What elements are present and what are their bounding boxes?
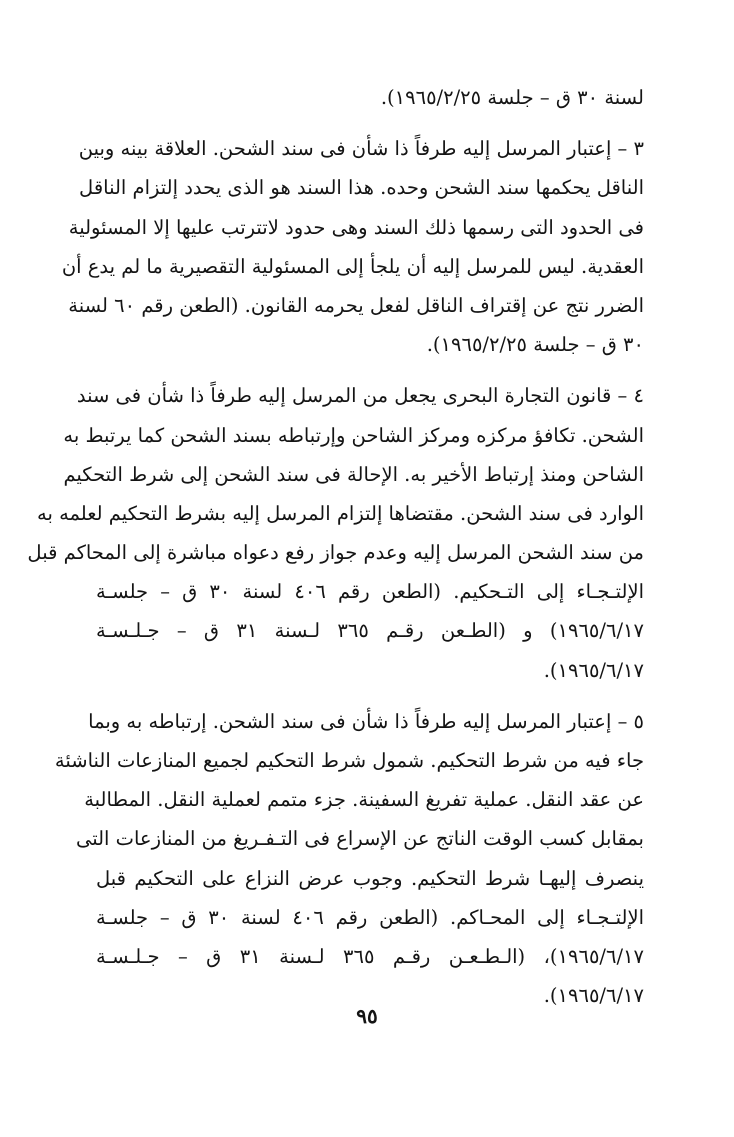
paragraph-line: الناقل يحكمها سند الشحن وحده. هذا السند هو الذى يحدد إلتزام الناقل: [79, 176, 644, 200]
paragraph-line: جاء فيه من شرط التحكيم. شمول شرط التحكيم لجميع المنازعات الناشئة: [54, 749, 644, 772]
paragraph-line: ١٩٦٥/٦/١٧)، (الـطـعـن رقـم ٣٦٥ لـسنة ٣١ ق – جـلـسـة: [96, 944, 644, 968]
paragraph-line: ١٩٦٥/٦/١٧) و (الطـعن رقـم ٣٦٥ لـسنة ٣١ ق – جـلـسـة: [96, 619, 644, 643]
paragraph-line: الشحن. تكافؤ مركزه ومركز الشاحن وإرتباطه بسند الشحن كما يرتبط به: [63, 423, 644, 447]
paragraph-line: من سند الشحن المرسل إليه وعدم جواز رفع دعواه مباشرة إلى المحاكم قبل: [27, 541, 644, 565]
paragraph-gap: [96, 364, 644, 376]
paragraph-line: ١٩٦٥/٦/١٧).: [543, 984, 644, 1008]
paragraph-line: ١٩٦٥/٦/١٧).: [543, 658, 644, 682]
paragraph-line: فى الحدود التى رسمها ذلك السند وهى حدود لاتترتب عليها إلا المسئولية: [68, 215, 644, 239]
continuation-line: لسنة ٣٠ ق – جلسة ١٩٦٥/٢/٢٥).: [380, 86, 644, 109]
page-number: ٩٥: [356, 1004, 378, 1028]
paragraph-line: الإلتـجـاء إلى التـحكيم. (الطعن رقم ٤٠٦ لسنة ٣٠ ق – جلسـة: [96, 580, 644, 604]
paragraph-line: ٣٠ ق – جلسة ١٩٦٥/٢/٢٥).: [426, 333, 644, 357]
paragraph-line: ٣ – إعتبار المرسل إليه طرفاً ذا شأن فى سند الشحن. العلاقة بينه وبين: [78, 137, 644, 161]
paragraph-gap: [96, 117, 644, 129]
paragraph-line: الإلتـجـاء إلى المحـاكم. (الطعن رقم ٤٠٦ لسنة ٣٠ ق – جلسـة: [96, 905, 644, 929]
paragraph-4: [27, 376, 644, 690]
paragraph-line: ينصرف إليهـا شرط التحكيم. وجوب عرض النزاع على التحكيم قبل: [96, 866, 644, 890]
paragraph-line: الشاحن ومنذ إرتباط الأخير به. الإحالة فى سند الشحن إلى شرط التحكيم: [63, 462, 644, 486]
book-page-body: [27, 78, 644, 1015]
paragraph-line: ٤ – قانون التجارة البحرى يجعل من المرسل إليه طرفاً ذا شأن فى سند: [76, 384, 644, 408]
paragraph-line: بمقابل كسب الوقت الناتج عن الإسراع فى التـفـريغ من المنازعات التى: [75, 827, 644, 851]
paragraph-5: [54, 702, 644, 1016]
paragraph-line: الوارد فى سند الشحن. مقتضاها إلتزام المرسل إليه بشرط التحكيم لعلمه به: [36, 501, 644, 525]
paragraph-line: العقدية. ليس للمرسل إليه أن يلجأ إلى المسئولية التقصيرية ما لم يدع أن: [61, 254, 644, 278]
paragraph-3: [61, 129, 644, 364]
paragraph-line: الضرر نتج عن إقتراف الناقل لفعل يحرمه القانون. (الطعن رقم ٦٠ لسنة: [68, 293, 644, 317]
paragraph-gap: [96, 690, 644, 702]
paragraph-line: ٥ – إعتبار المرسل إليه طرفاً ذا شأن فى سند الشحن. إرتباطه به وبما: [88, 709, 644, 733]
paragraph-line: عن عقد النقل. عملية تفريغ السفينة. جزء متمم لعملية النقل. المطالبة: [84, 788, 644, 812]
